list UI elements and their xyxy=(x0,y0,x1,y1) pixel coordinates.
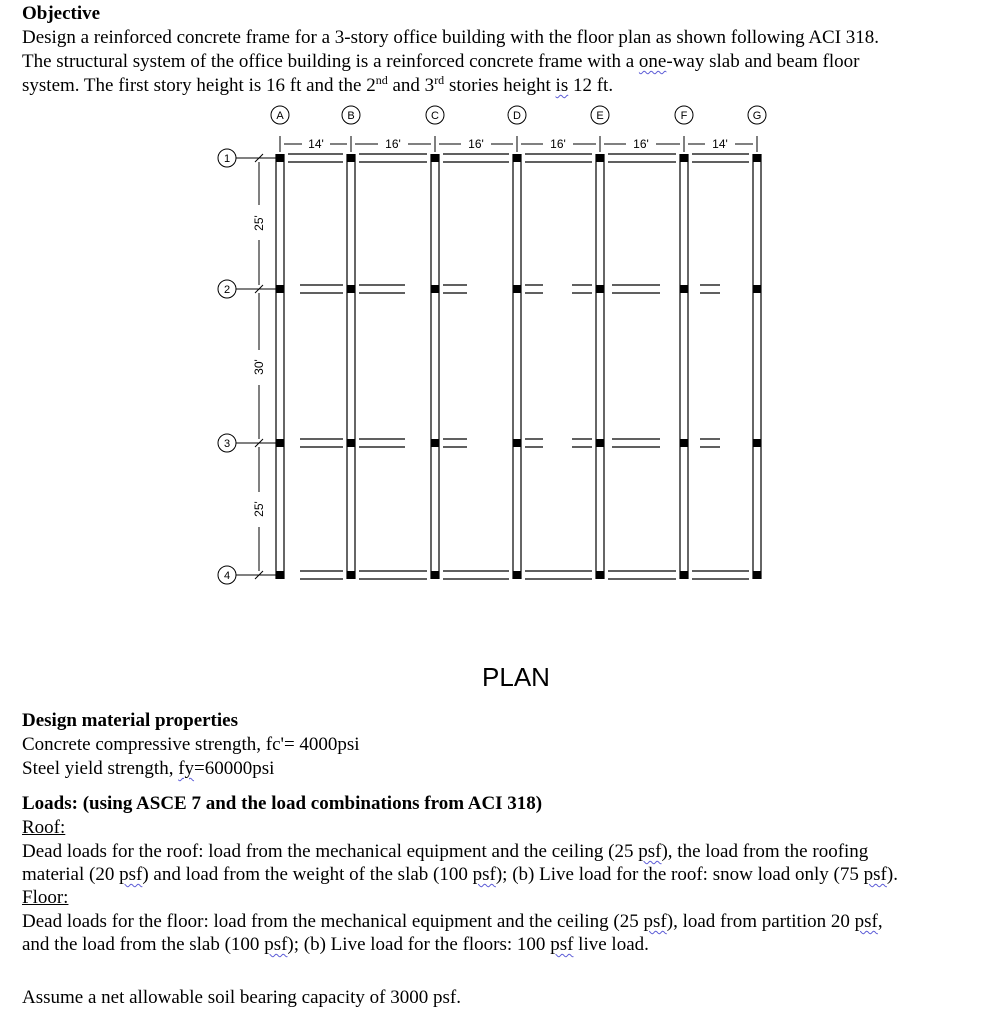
objective-line-1: Design a reinforced concrete frame for a 3-story office building with the floor plan as shown following ACI 318. xyxy=(22,27,880,48)
objective-heading: Objective xyxy=(22,3,101,24)
roof-label: Roof: xyxy=(22,817,66,838)
text-span: psf xyxy=(854,911,878,932)
dimension-label: 16' xyxy=(468,137,484,151)
grid-bubble-b xyxy=(342,106,360,124)
text-span: psf xyxy=(550,934,574,955)
dimension-label: 14' xyxy=(712,137,728,151)
grid-bubble-a xyxy=(271,106,289,124)
floor-line-2 xyxy=(22,933,649,957)
column-dimension-string xyxy=(280,136,757,152)
grid-label-b: B xyxy=(347,110,355,122)
grid-label-c: C xyxy=(431,110,439,122)
grid-bubble-f xyxy=(675,106,693,124)
loads-heading: Loads: (using ASCE 7 and the load combinations from ACI 318) xyxy=(22,793,543,814)
text-span: =60000psi xyxy=(194,758,275,779)
grid-bubble-e xyxy=(591,106,609,124)
plan-title: PLAN xyxy=(482,662,550,692)
text-span: psf xyxy=(264,934,288,955)
text-span: ); (b) Live load for the floors: 100 xyxy=(287,934,551,955)
grid-label-a: A xyxy=(276,110,284,122)
floor-label: Floor: xyxy=(22,887,69,908)
grid-label-f: F xyxy=(680,110,688,122)
text-span: and the load from the slab (100 xyxy=(22,934,265,955)
row-grid-bubbles xyxy=(218,149,236,584)
text-span: stories height xyxy=(444,75,556,96)
girders xyxy=(276,154,761,579)
superscript: nd xyxy=(375,73,388,87)
text-span: Dead loads for the floor: load from the mechanical equipment and the ceiling (25 xyxy=(22,911,644,932)
text-span: , xyxy=(877,911,883,932)
text-span: system. The first story height is 16 ft and the 2 xyxy=(22,75,376,96)
grid-bubble-d xyxy=(508,106,526,124)
grid-bubble-g xyxy=(748,106,766,124)
grid-label-3: 3 xyxy=(223,438,231,450)
grid-bubble-c xyxy=(426,106,444,124)
steel-strength xyxy=(22,757,274,781)
text-span: ), load from partition 20 xyxy=(666,911,855,932)
dimension-label: 16' xyxy=(550,137,566,151)
grid-label-e: E xyxy=(596,110,604,122)
dimension-label: 14' xyxy=(308,137,324,151)
dimension-label: 30' xyxy=(252,359,266,375)
dimension-label: 16' xyxy=(385,137,401,151)
grid-label-d: D xyxy=(513,110,521,122)
soil-bearing-note: Assume a net allowable soil bearing capacity of 3000 psf. xyxy=(22,987,461,1008)
text-span: fy xyxy=(178,758,195,779)
superscript: rd xyxy=(434,73,445,87)
text-span: psf xyxy=(643,911,667,932)
grid-label-2: 2 xyxy=(223,284,231,296)
text-span: material (20 xyxy=(22,864,120,885)
dimension-label: 25' xyxy=(252,501,266,517)
grid-label-1: 1 xyxy=(223,153,231,165)
text-span: psf xyxy=(863,864,887,885)
text-span: live load. xyxy=(573,934,649,955)
text-span: ). xyxy=(886,864,898,885)
text-span: one xyxy=(638,51,667,72)
dimension-label: 25' xyxy=(252,215,266,231)
text-span: psf xyxy=(638,841,662,862)
floor-line-1 xyxy=(22,910,883,934)
concrete-strength: Concrete compressive strength, fc'= 4000psi xyxy=(22,734,360,755)
dimension-label: 16' xyxy=(633,137,649,151)
text-span: psf xyxy=(472,864,496,885)
roof-line-2 xyxy=(22,863,898,887)
text-span: 12 ft. xyxy=(568,75,614,96)
grid-label-g: G xyxy=(752,110,762,122)
text-span: ); (b) Live load for the roof: snow load only (75 xyxy=(495,864,864,885)
text-span: Steel yield strength, xyxy=(22,758,179,779)
grid-bubble-2 xyxy=(218,280,236,298)
text-span: ), the load from the roofing xyxy=(661,841,869,862)
text-span: The structural system of the office building is a reinforced concrete frame with a xyxy=(22,51,639,72)
column-grid-bubbles xyxy=(271,106,766,124)
text-span: and 3 xyxy=(387,75,435,96)
text-span: -way slab and beam floor xyxy=(666,51,860,72)
grid-bubble-4 xyxy=(218,566,236,584)
grid-bubble-1 xyxy=(218,149,236,167)
text-span: is xyxy=(555,75,569,96)
materials-heading: Design material properties xyxy=(22,710,238,731)
roof-line-1 xyxy=(22,840,868,864)
text-span: ) and load from the weight of the slab (100 xyxy=(142,864,473,885)
text-span: Dead loads for the roof: load from the mechanical equipment and the ceiling (25 xyxy=(22,841,639,862)
text-span: psf xyxy=(119,864,143,885)
grid-label-4: 4 xyxy=(223,570,231,582)
grid-bubble-3 xyxy=(218,434,236,452)
